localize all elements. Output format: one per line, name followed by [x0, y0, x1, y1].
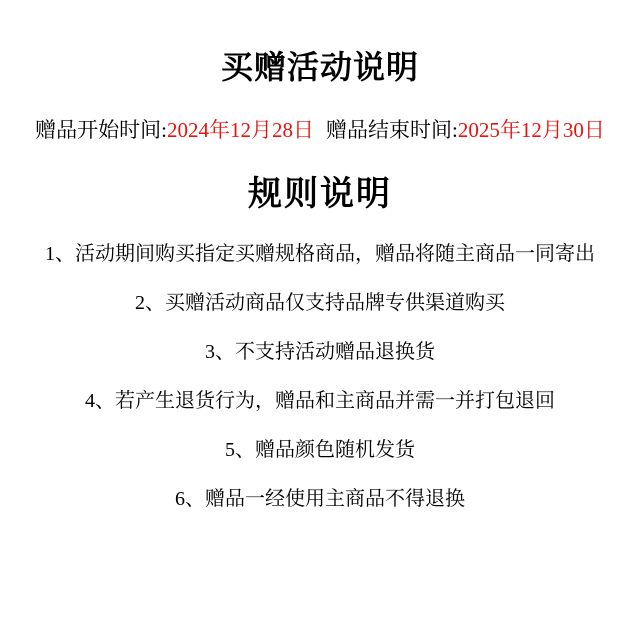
date-range-line — [35, 117, 605, 144]
list-item: 4、若产生退货行为，赠品和主商品并需一并打包退回 — [85, 390, 555, 413]
end-date-value: 2025年12月30日 — [457, 118, 605, 143]
start-date-label: 赠品开始时间: — [35, 118, 167, 143]
list-item: 1、活动期间购买指定买赠规格商品，赠品将随主商品一同寄出 — [45, 243, 595, 266]
page-title: 买赠活动说明 — [220, 49, 419, 85]
section-title-rules: 规则说明 — [248, 175, 392, 213]
start-date-value: 2024年12月28日 — [167, 118, 314, 143]
end-date-label: 赠品结束时间: — [326, 118, 458, 143]
list-item: 2、买赠活动商品仅支持品牌专供渠道购买 — [135, 292, 505, 315]
rules-list — [18, 241, 622, 535]
list-item: 6、赠品一经使用主商品不得退换 — [175, 488, 465, 511]
list-item: 5、赠品颜色随机发货 — [225, 439, 415, 462]
list-item: 3、不支持活动赠品退换货 — [205, 341, 435, 364]
